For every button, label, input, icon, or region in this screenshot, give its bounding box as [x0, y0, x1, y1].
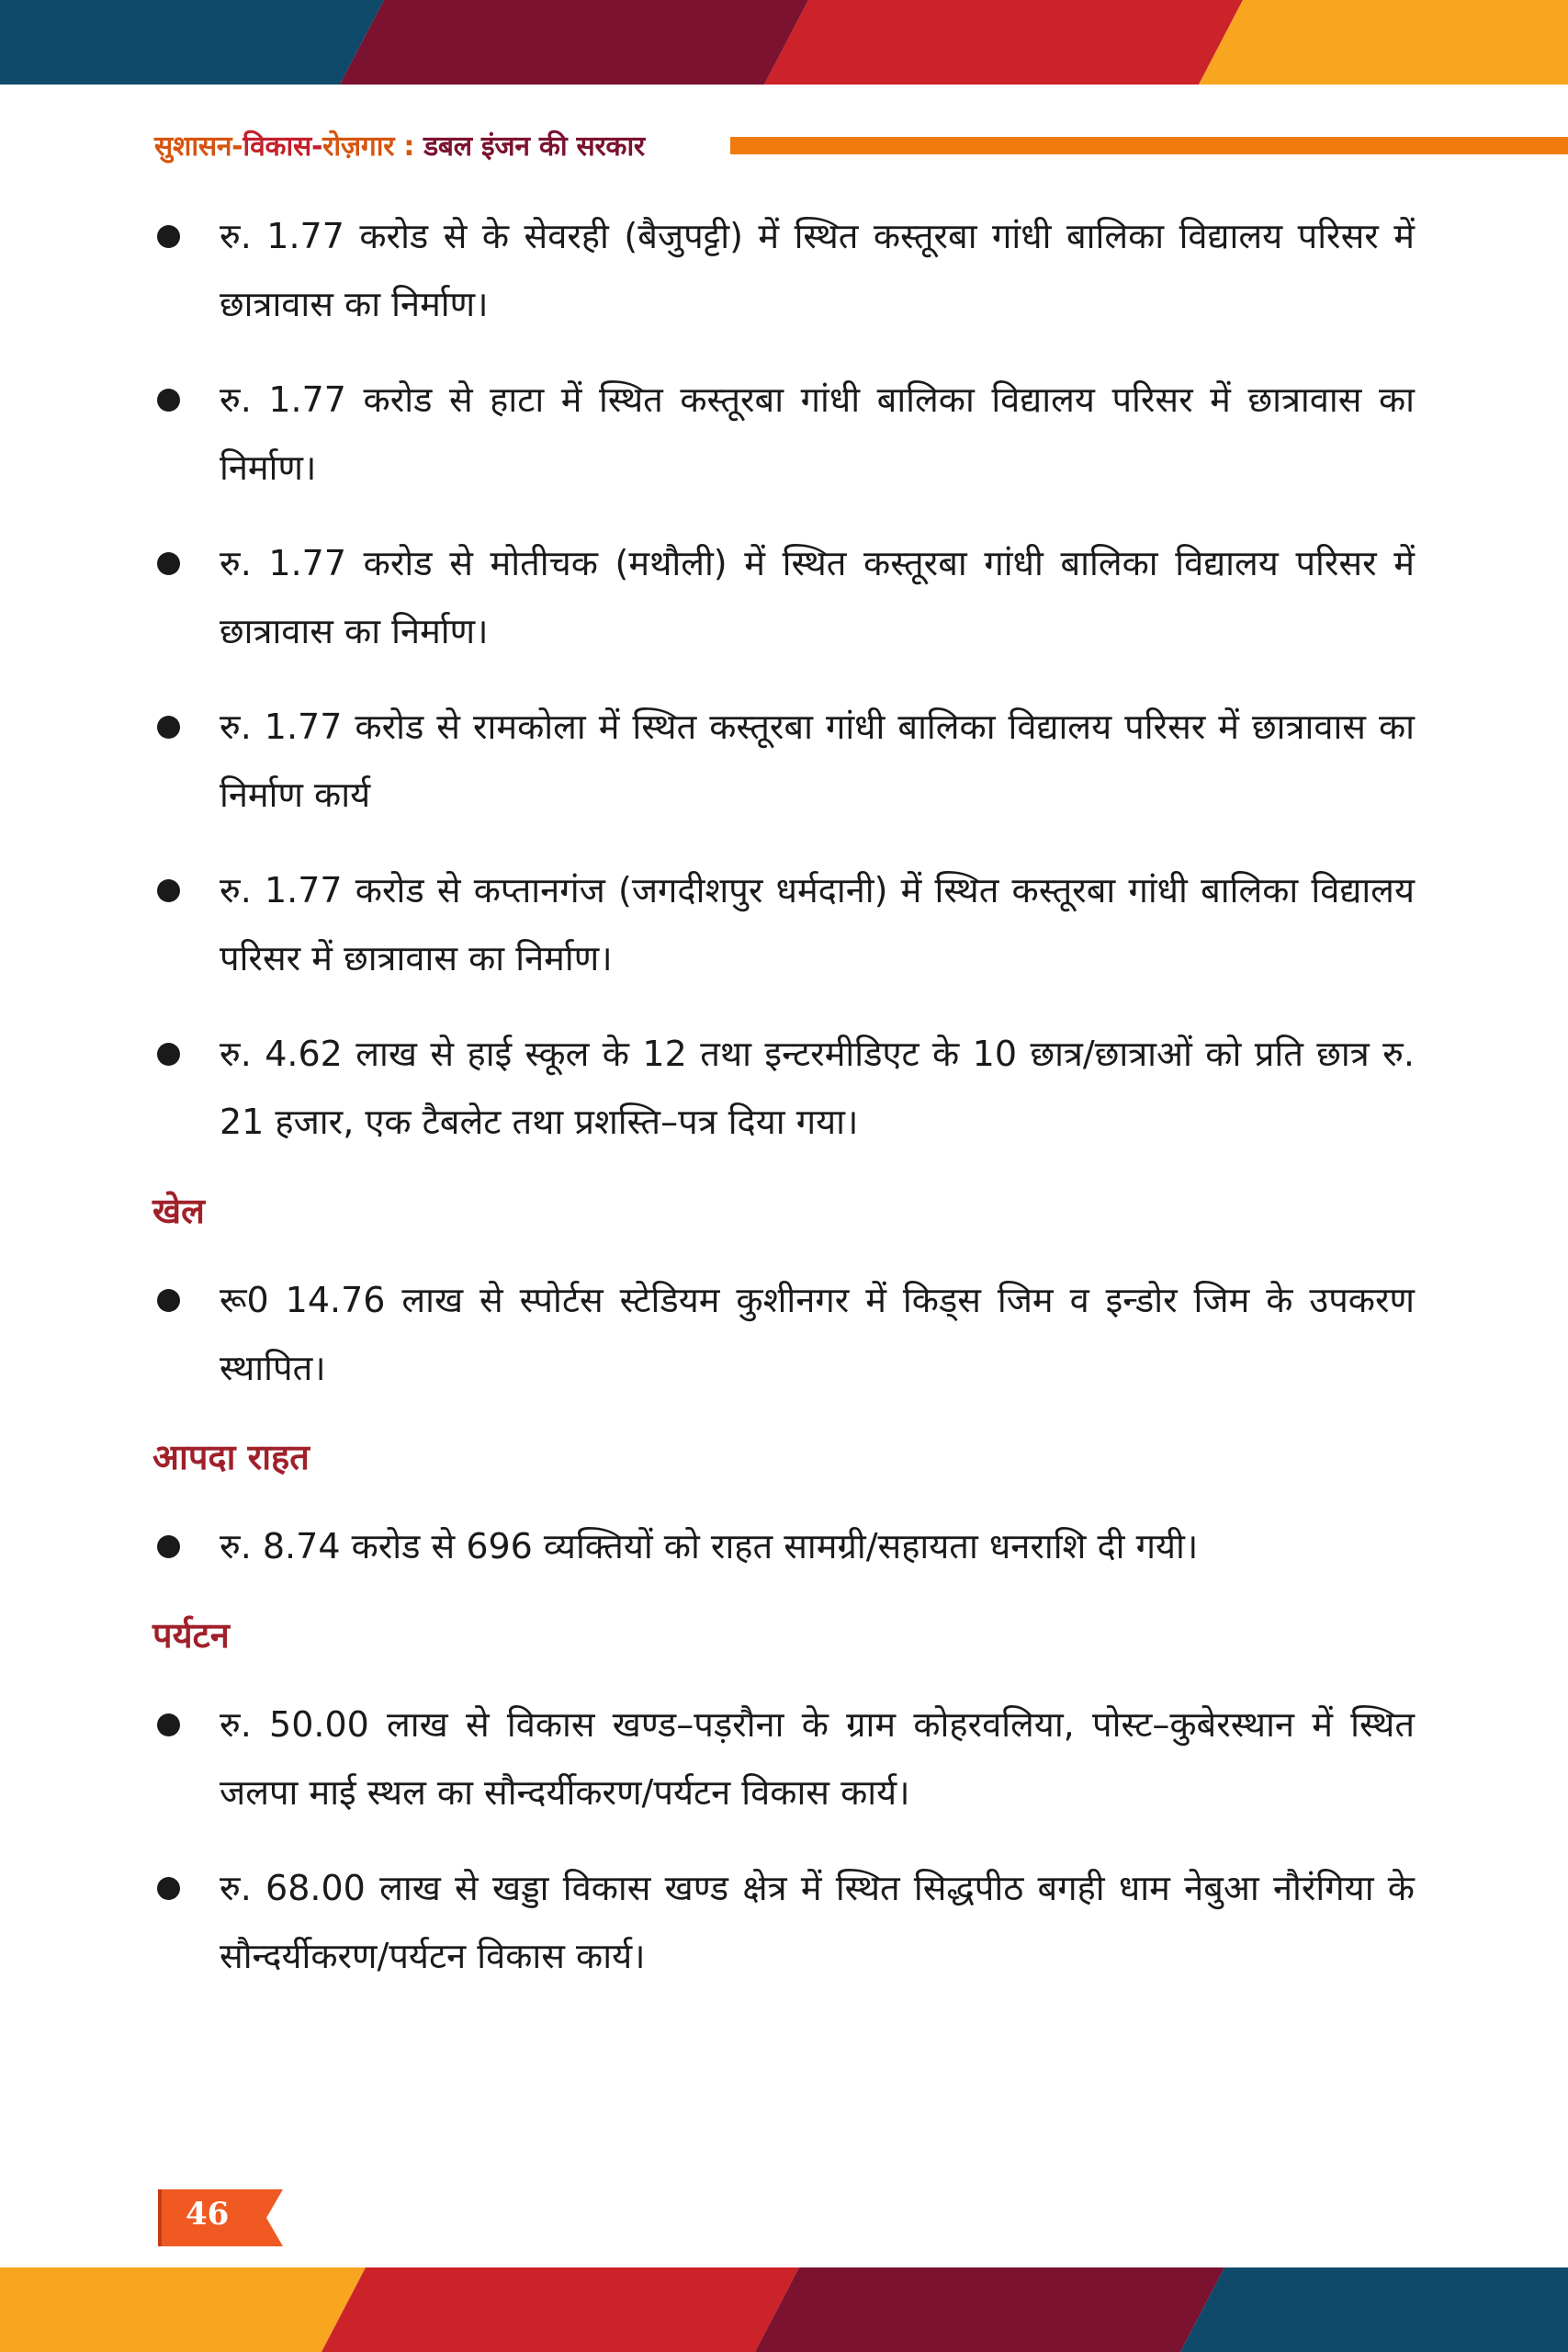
bullet-icon	[157, 1535, 180, 1558]
list-item	[150, 693, 1415, 829]
list-item-text: रु. 1.77 करोड से मोतीचक (मथौली) में स्थित कस्तूरबा गांधी बालिका विद्यालय परिसर में छात्रावास का निर्माण।	[220, 543, 1415, 651]
bottom-color-band	[0, 2267, 1568, 2352]
list-item-text: रु. 1.77 करोड से के सेवरही (बैजुपट्टी) में स्थित कस्तूरबा गांधी बालिका विद्यालय परिसर में छात्रावास का निर्माण।	[220, 216, 1415, 324]
main-content	[150, 202, 1415, 2018]
list-item-text: रु. 4.62 लाख से हाई स्कूल के 12 तथा इन्टरमीडिएट के 10 छात्र/छात्राओं को प्रति छात्र रु. 21 हजार, एक टैबलेट तथा प्रशस्ति–पत्र दिया गया।	[220, 1034, 1415, 1142]
list-item-text: रु. 68.00 लाख से खड्डा विकास खण्ड क्षेत्र में स्थित सिद्धपीठ बगही धाम नेबुआ नौरंगिया के सौन्दर्यीकरण/पर्यटन विकास कार्य।	[220, 1868, 1415, 1976]
page-header	[154, 122, 1415, 170]
list-item-text: रु. 8.74 करोड से 696 व्यक्तियों को राहत सामग्री/सहायता धनराशि दी गयी।	[220, 1526, 1199, 1566]
bullet-icon	[157, 552, 180, 575]
list-item	[150, 1690, 1415, 1826]
list-item	[150, 1020, 1415, 1156]
list-item	[150, 366, 1415, 502]
list-item-text: रू0 14.76 लाख से स्पोर्टस स्टेडियम कुशीनगर में किड्स जिम व इन्डोर जिम के उपकरण स्थापित।	[220, 1280, 1415, 1388]
list-item	[150, 1512, 1415, 1580]
list-item	[150, 529, 1415, 665]
bullet-icon	[157, 716, 180, 739]
bullet-icon	[157, 879, 180, 902]
section-heading-tourism: पर्यटन	[152, 1614, 230, 1656]
list-item-text: रु. 50.00 लाख से विकास खण्ड–पड़रौना के ग्राम कोहरवलिया, पोस्ट–कुबेरस्थान में स्थित जलपा माई स्थल का सौन्दर्यीकरण/पर्यटन विकास कार्य।	[220, 1704, 1415, 1813]
header-title-part: सुशासन-	[154, 130, 243, 163]
header-title-part: डबल इंजन की सरकार	[423, 130, 645, 163]
bullet-icon	[157, 1043, 180, 1066]
list-item	[150, 1854, 1415, 1990]
list-item	[150, 856, 1415, 992]
header-title-part: रोज़गार :	[322, 130, 424, 163]
list-item-text: रु. 1.77 करोड से हाटा में स्थित कस्तूरबा गांधी बालिका विद्यालय परिसर में छात्रावास का निर्माण।	[220, 379, 1415, 488]
bullet-icon	[157, 1877, 180, 1900]
top-color-band	[0, 0, 1568, 85]
bullet-icon	[157, 1713, 180, 1736]
header-rule	[730, 137, 1568, 154]
bullet-icon	[157, 225, 180, 248]
list-item-text: रु. 1.77 करोड से कप्तानगंज (जगदीशपुर धर्मदानी) में स्थित कस्तूरबा गांधी बालिका विद्यालय परिसर में छात्रावास का निर्माण।	[220, 870, 1415, 978]
list-item-text: रु. 1.77 करोड से रामकोला में स्थित कस्तूरबा गांधी बालिका विद्यालय परिसर में छात्रावास का निर्माण कार्य	[220, 707, 1415, 815]
page-number-tab	[158, 2189, 283, 2246]
bullet-icon	[157, 1289, 180, 1312]
section-heading-disaster-relief: आपदा राहत	[152, 1436, 310, 1477]
section-heading-sports: खेल	[152, 1190, 205, 1231]
bullet-icon	[157, 389, 180, 412]
header-title	[154, 126, 645, 164]
header-title-part: विकास-	[243, 130, 323, 163]
page-number: 46	[186, 2196, 230, 2233]
list-item	[150, 1266, 1415, 1402]
list-item	[150, 202, 1415, 338]
